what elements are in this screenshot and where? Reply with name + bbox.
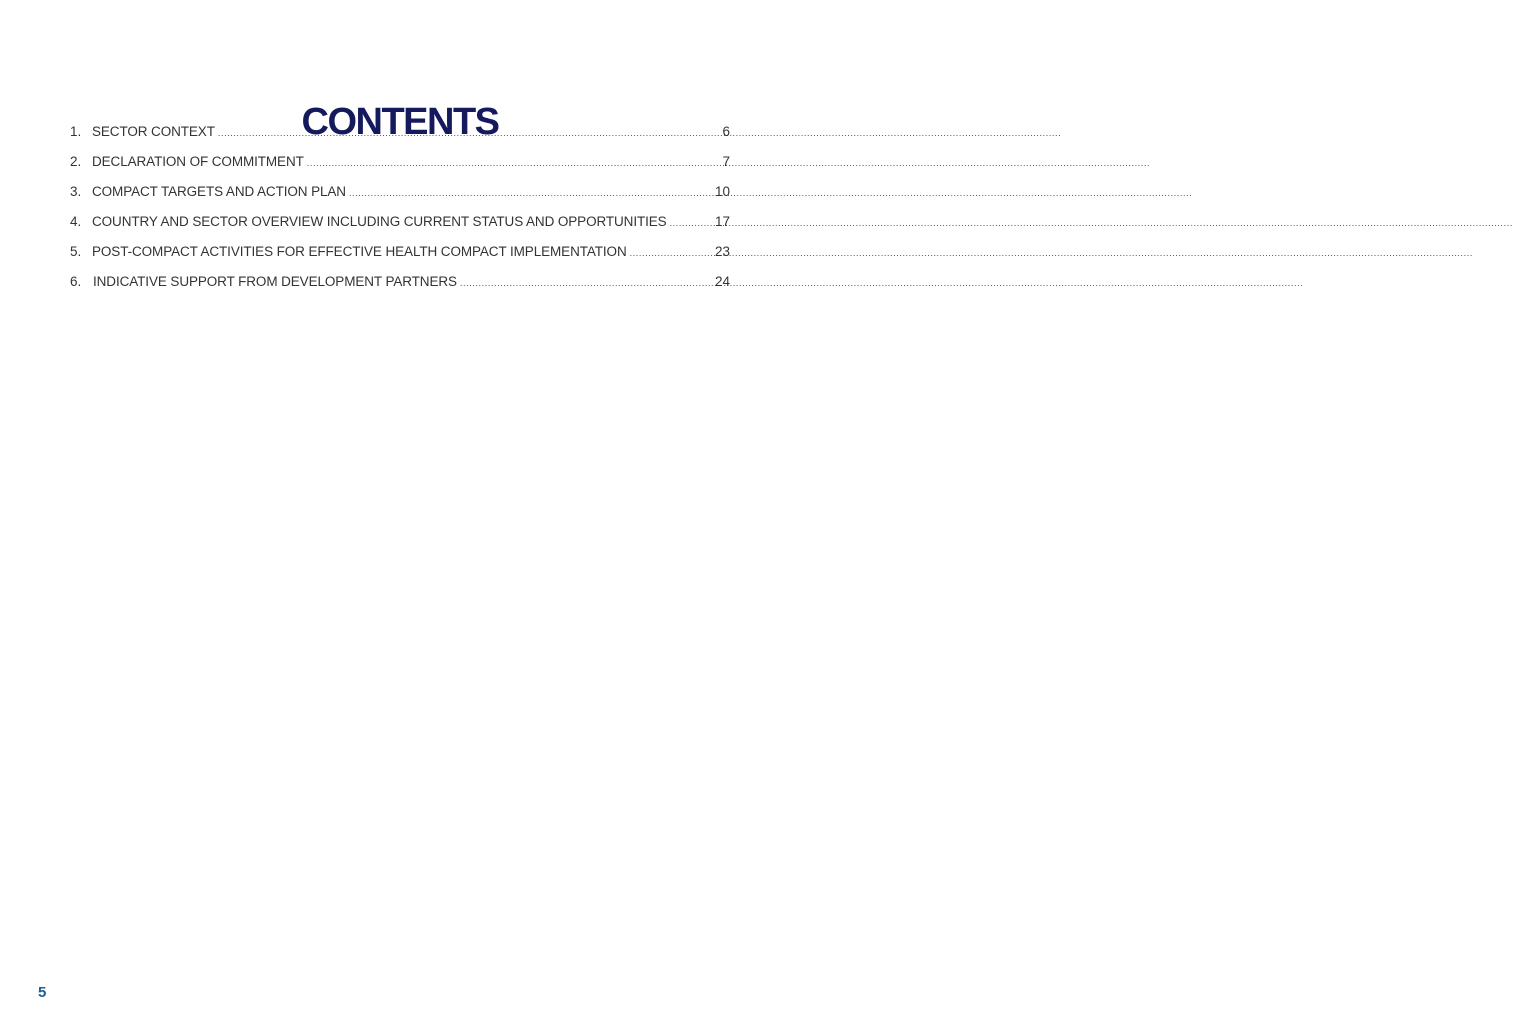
toc-entry-number: 6. (70, 274, 82, 289)
toc-entry-title: COUNTRY AND SECTOR OVERVIEW INCLUDING CURRENT STATUS AND OPPORTUNITIES (92, 214, 667, 229)
toc-entry-number: 2. (70, 154, 82, 169)
toc-dot-leader (670, 213, 712, 233)
toc-entry-title: SECTOR CONTEXT (92, 124, 215, 139)
toc-entry-country-overview[interactable] (70, 212, 730, 242)
toc-entry-page: 17 (714, 214, 730, 229)
toc-dot-leader (349, 183, 712, 203)
toc-entry-sector-context[interactable] (70, 122, 730, 152)
toc-entry-page: 24 (714, 274, 730, 289)
toc-entry-post-compact-activities[interactable] (70, 242, 730, 272)
toc-entry-number: 1. (70, 124, 82, 139)
toc-entry-title: INDICATIVE SUPPORT FROM DEVELOPMENT PARTNERS (93, 274, 457, 289)
page-title: CONTENTS (301, 101, 499, 144)
table-of-contents (70, 122, 730, 302)
toc-entry-page: 6 (722, 124, 730, 139)
toc-entry-number: 4. (70, 214, 82, 229)
toc-dot-leader (307, 153, 720, 173)
toc-entry-compact-targets[interactable] (70, 182, 730, 212)
toc-dot-leader (630, 243, 712, 263)
toc-dot-leader (218, 123, 720, 143)
toc-entry-title: POST-COMPACT ACTIVITIES FOR EFFECTIVE HEALTH COMPACT IMPLEMENTATION (92, 244, 627, 259)
toc-entry-indicative-support[interactable] (70, 272, 730, 302)
toc-entry-declaration-of-commitment[interactable] (70, 152, 730, 182)
toc-entry-title: COMPACT TARGETS AND ACTION PLAN (92, 184, 346, 199)
toc-entry-number: 5. (70, 244, 82, 259)
toc-entry-page: 23 (714, 244, 730, 259)
page-number: 5 (38, 984, 47, 1001)
toc-entry-number: 3. (70, 184, 82, 199)
toc-entry-page: 10 (714, 184, 730, 199)
toc-dot-leader (460, 273, 712, 293)
toc-entry-page: 7 (722, 154, 730, 169)
toc-entry-title: DECLARATION OF COMMITMENT (92, 154, 304, 169)
